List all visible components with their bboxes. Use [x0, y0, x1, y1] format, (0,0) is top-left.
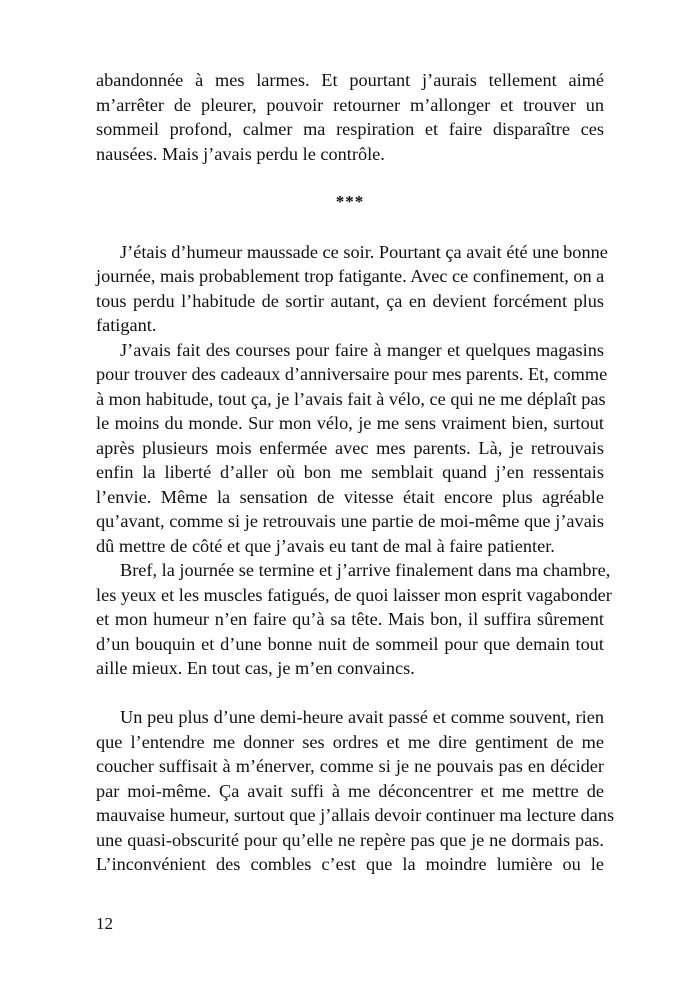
text-line: l’envie. Même la sensation de vitesse était encore plus agréable: [96, 486, 604, 507]
text-line: abandonnée à mes larmes. Et pourtant j’aurais tellement aimé: [96, 70, 604, 90]
text-line: pour trouver des cadeaux d’anniversaire pour mes parents. Et, comme: [96, 364, 608, 384]
text-line: aille mieux. En tout cas, je m’en convaincs.: [96, 658, 415, 678]
blank-line: [96, 681, 604, 706]
paragraph: [96, 558, 612, 681]
text-line: coucher suffisait à m’énerver, comme si je ne pouvais pas en décider: [96, 756, 604, 776]
text-line: le moins du monde. Sur mon vélo, je me sens vraiment bien, surtout: [96, 413, 604, 433]
text-line: J’avais fait des courses pour faire à manger et quelques magasins: [120, 339, 604, 360]
text-line: d’un bouquin et d’une bonne nuit de sommeil pour que demain tout: [96, 633, 604, 654]
paragraph: [96, 338, 608, 559]
text-line: L’inconvénient des combles c’est que la moindre lumière ou le: [96, 854, 604, 874]
text-line: enfin la liberté d’aller où bon me semblait quand j’en ressentais: [96, 462, 604, 482]
text-line: Un peu plus d’une demi-heure avait passé et comme souvent, rien: [120, 707, 604, 727]
text-line: fatigant.: [96, 315, 157, 335]
text-line: mauvaise humeur, surtout que j’allais devoir continuer ma lecture dans: [96, 805, 615, 825]
paragraph: [96, 240, 608, 338]
text-line: Bref, la journée se termine et j’arrive finalement dans ma chambre,: [120, 560, 611, 580]
text-line: dû mettre de côté et que j’avais eu tant de mal à faire patienter.: [96, 535, 555, 556]
text-line: à mon habitude, tout ça, je l’avais fait à vélo, ce qui ne me déplaît pas: [96, 388, 606, 409]
text-line: après plusieurs mois enfermée avec mes parents. Là, je retrouvais: [96, 437, 604, 458]
text-line: m’arrêter de pleurer, pouvoir retourner m’allonger et trouver un: [96, 94, 604, 115]
text-line: que l’entendre me donner ses ordres et me dire gentiment de me: [96, 731, 604, 752]
text-line: qu’avant, comme si je retrouvais une partie de moi-même que j’avais: [96, 511, 604, 531]
section-separator: ***: [335, 192, 365, 211]
text-line: sommeil profond, calmer ma respiration et faire disparaître ces: [96, 119, 604, 139]
text-line: nausées. Mais j’avais perdu le contrôle.: [96, 143, 385, 164]
paragraph: [96, 68, 604, 166]
page-number: 12: [96, 914, 113, 933]
text-line: une quasi-obscurité pour qu’elle ne repère pas que je ne dormais pas.: [96, 829, 604, 850]
page-body: [96, 68, 615, 877]
text-line: journée, mais probablement trop fatigante. Avec ce confinement, on a: [96, 266, 605, 286]
text-line: J’étais d’humeur maussade ce soir. Pourtant ça avait été une bonne: [120, 241, 608, 262]
text-line: par moi-même. Ça avait suffi à me déconcentrer et me mettre de: [96, 780, 604, 801]
text-line: tous perdu l’habitude de sortir autant, ça en devient forcément plus: [96, 290, 604, 311]
text-line: les yeux et les muscles fatigués, de quoi laisser mon esprit vagabonder: [96, 584, 612, 605]
paragraph: [96, 705, 615, 877]
text-line: et mon humeur n’en faire qu’à sa tête. Mais bon, il suffira sûrement: [96, 609, 604, 629]
